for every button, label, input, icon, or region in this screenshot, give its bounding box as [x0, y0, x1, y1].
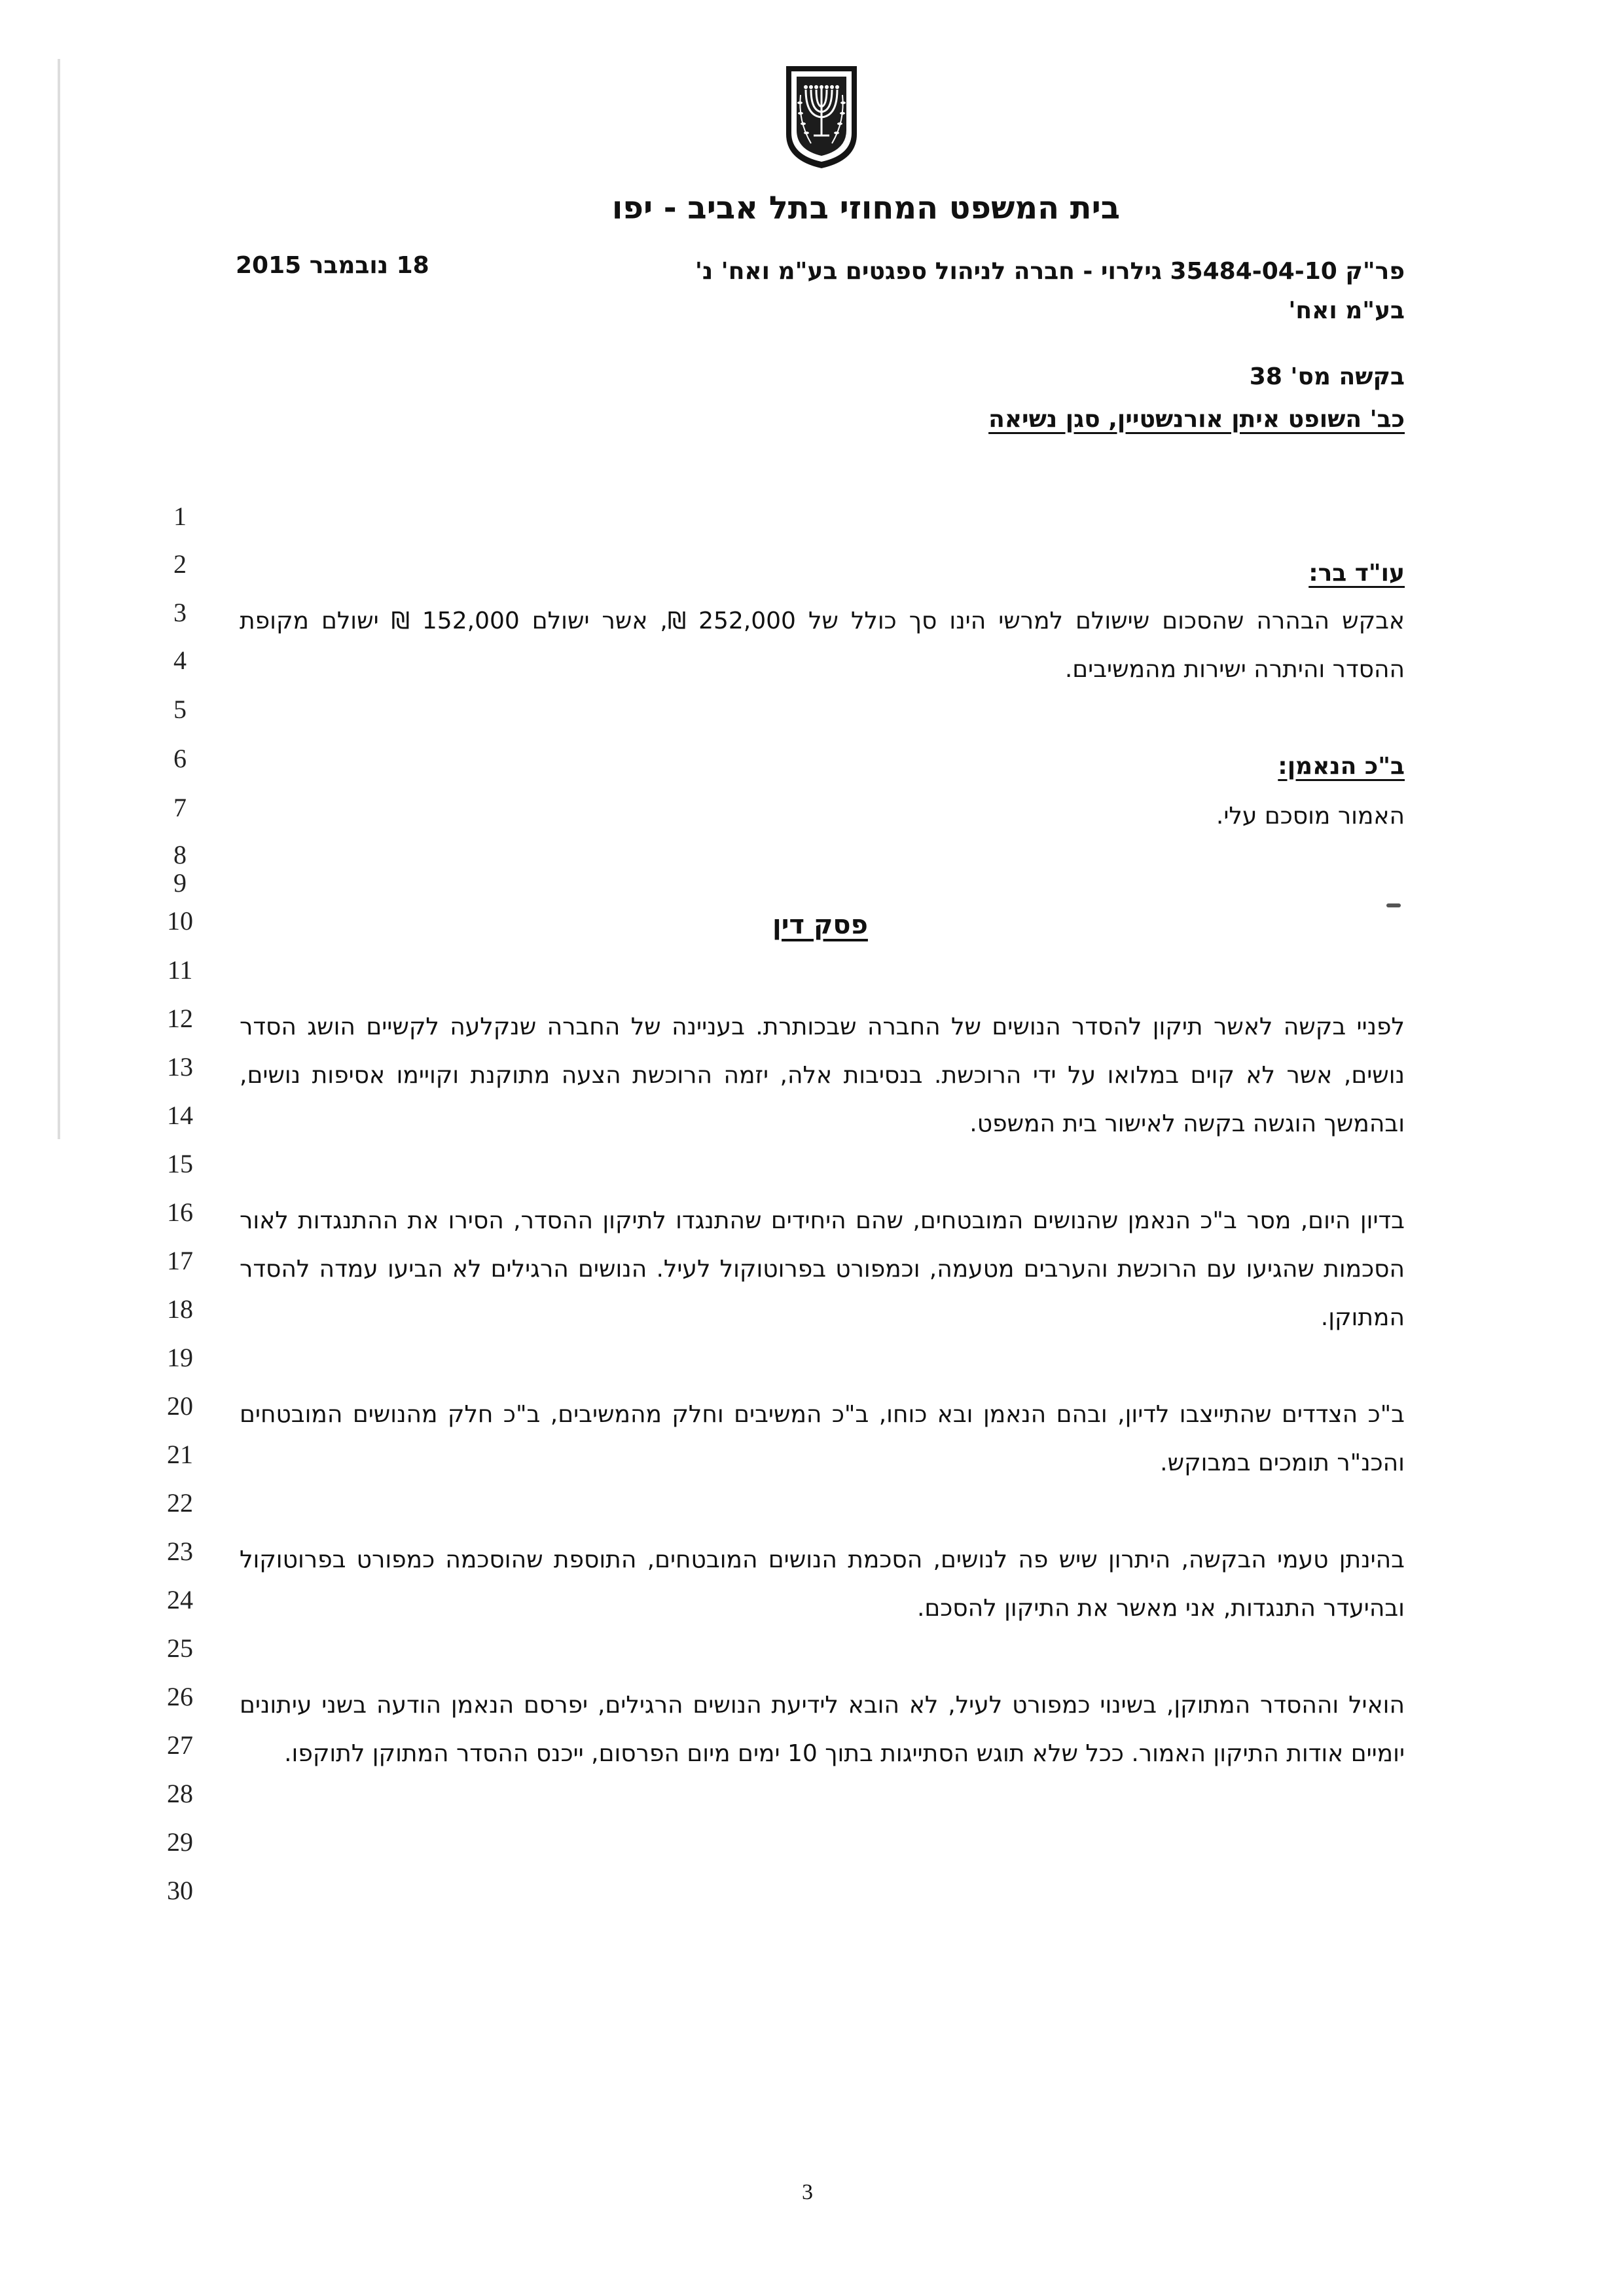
line-number: 2 [173, 549, 187, 579]
line-number: 30 [167, 1876, 193, 1905]
verdict-title: פסק דין [772, 910, 868, 940]
line-number: 8 [173, 840, 187, 869]
state-emblem-icon [782, 62, 861, 170]
line-number: 18 [167, 1294, 193, 1324]
line-number: 1 [173, 501, 187, 531]
line-number: 6 [173, 744, 187, 773]
line-number: 28 [167, 1779, 193, 1808]
line-number: 9 [173, 868, 187, 898]
line-number: 15 [167, 1149, 193, 1178]
case-title-line-2: בע"מ ואח' [1288, 297, 1405, 324]
judge-name: כב' השופט איתן אורנשטיין, סגן נשיאה [988, 406, 1405, 433]
speaker-label: עו"ד בר: [1308, 560, 1405, 587]
line-number: 14 [167, 1101, 193, 1130]
line-number: 11 [167, 955, 193, 985]
line-number: 20 [167, 1391, 193, 1421]
line-number: 13 [167, 1052, 193, 1082]
court-name: בית המשפט המחוזי בתל אביב - יפו [611, 190, 1120, 227]
scan-artifact [1386, 903, 1401, 907]
line-number: 17 [167, 1246, 193, 1275]
line-number: 5 [173, 695, 187, 724]
line-number: 24 [167, 1585, 193, 1614]
case-title-line-1: פר"ק 35484-04-10 גילרוי - חברה לניהול ספגטים בע"מ ואח' נ' [695, 258, 1405, 285]
line-number: 22 [167, 1488, 193, 1518]
line-number: 19 [167, 1343, 193, 1372]
line-number: 4 [173, 646, 187, 675]
line-number: 16 [167, 1197, 193, 1227]
line-number: 27 [167, 1730, 193, 1760]
line-number: 23 [167, 1537, 193, 1566]
line-number: 26 [167, 1682, 193, 1711]
line-number: 10 [167, 906, 193, 936]
request-number: בקשה מס' 38 [1249, 363, 1405, 390]
verdict-paragraph: לפניי בקשה לאשר תיקון להסדר הנושים של החברה שבכותרת. בעניינה של החברה שנקלעה לקשיים הושג הסדר נושים, אשר לא קוים במלואו על ידי הרוכשת. בנסיבות אלה, יזמה הרוכשת הצעה מתוקנת וקויימו אסיפות נושים, ובהמשך הוגשה בקשה לאישור בית המשפט. [240, 1013, 1405, 1137]
line-number: 3 [173, 598, 187, 627]
line-number: 29 [167, 1827, 193, 1857]
case-title [357, 252, 1405, 331]
speaker-statement: האמור מוסכם עלי. [1216, 803, 1405, 829]
page-number: 3 [802, 2180, 813, 2204]
speaker-statement: אבקש הבהרה שהסכום שישולם למרשי הינו סך כולל של 252,000 ₪, אשר ישולם 152,000 ₪ ישולם מקופת ההסדר והיתרה ישירות מהמשיבים. [240, 608, 1405, 683]
hearing-date: 18 נובמבר 2015 [236, 252, 429, 279]
line-number: 25 [167, 1633, 193, 1663]
verdict-paragraph: בהינתן טעמי הבקשה, היתרון שיש פה לנושים, הסכמת הנושים המובטחים, התוספת שהוסכמה כמפורט בפרוטוקול ובהיעדר התנגדות, אני מאשר את התיקון להסכם. [240, 1546, 1405, 1622]
verdict-paragraph: ב"כ הצדדים שהתייצבו לדיון, ובהם הנאמן ובא כוחו, ב"כ המשיבים וחלק מהמשיבים, ב"כ חלק מהנושים המובטחים והכנ"ר תומכים במבוקש. [240, 1401, 1405, 1476]
line-number: 12 [167, 1004, 193, 1033]
scan-margin-line [58, 59, 60, 1139]
line-number: 7 [173, 793, 187, 822]
speaker-label: ב"כ הנאמן: [1278, 753, 1405, 780]
verdict-paragraph: בדיון היום, מסר ב"כ הנאמן שהנושים המובטחים, שהם היחידים שהתנגדו לתיקון ההסדר, הסירו את ההתנגדות לאור הסכמות שהגיעו עם הרוכשת והערבים מטעמה, וכמפורט בפרוטוקול לעיל. הנושים הרגילים לא הביעו עמדה להסדר המתוקן. [240, 1207, 1405, 1331]
verdict-paragraph: הואיל וההסדר המתוקן, בשינוי כמפורט לעיל, לא הובא לידיעת הנושים הרגילים, יפרסם הנאמן הודעה בשני עיתונים יומיים אודות התיקון האמור. ככל שלא תוגש הסתייגות בתוך 10 ימים מיום הפרסום, ייכנס ההסדר המתוקן לתוקפו. [240, 1692, 1405, 1767]
line-number: 21 [167, 1440, 193, 1469]
